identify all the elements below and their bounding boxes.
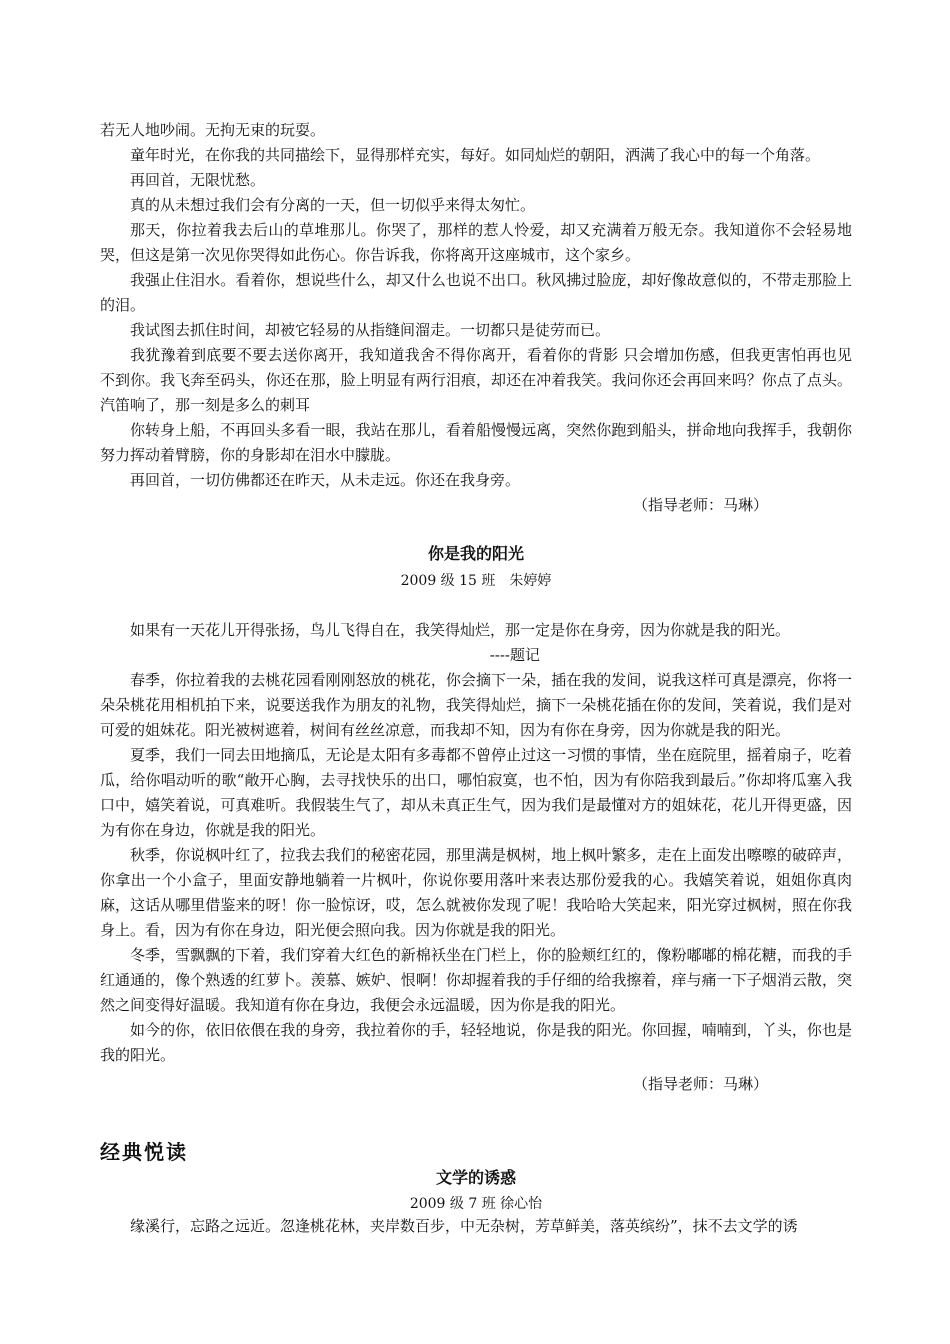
essay2-epigraph-note: ----题记 bbox=[489, 646, 540, 664]
essay3-byline: 2009 级 7 班 徐心怡 bbox=[409, 1196, 543, 1212]
essay2-paragraph: 春季，你拉着我的去桃花园看刚刚怒放的桃花，你会摘下一朵，插在我的发间，说我这样可真是漂亮，你将一朵朵桃花用相机拍下来，说要送我作为朋友的礼物，我笑得灿烂，摘下一朵桃花插在你的发间，笑着说，我们是对可爱的姐妹花。阳光被树遮着，树间有丝丝凉意，而我却不知，因为有你在身旁，因为你就是我的阳光。 bbox=[100, 671, 852, 739]
essay1-body bbox=[100, 118, 852, 518]
essay3-title: 文学的诱惑 bbox=[435, 1168, 516, 1187]
essay1-paragraph: 我试图去抓住时间，却被它轻易的从指缝间溜走。一切都只是徒劳而已。 bbox=[130, 321, 611, 339]
essay1-paragraph: 若无人地吵闹。无拘无束的玩耍。 bbox=[100, 121, 326, 139]
essay2-byline: 2009 级 15 班 朱婷婷 bbox=[400, 573, 552, 589]
essay1-paragraph: 再回首，一切仿佛都还在昨天，从未走远。你还在我身旁。 bbox=[130, 471, 521, 489]
essay1-paragraph: 真的从未想过我们会有分离的一天，但一切似乎来得太匆忙。 bbox=[130, 196, 536, 214]
essay1-paragraph: 我强止住泪水。看着你，想说些什么，却又什么也说不出口。秋风拂过脸庞，却好像故意似的，不带走那脸上的泪。 bbox=[100, 271, 852, 314]
essay2-body bbox=[100, 618, 852, 1097]
essay2-paragraph: 如今的你，依旧依偎在我的身旁，我拉着你的手，轻轻地说，你是我的阳光。你回握，喃喃到，丫头，你也是我的阳光。 bbox=[100, 1021, 852, 1064]
essay1-paragraph: 我犹豫着到底要不要去送你离开，我知道我舍不得你离开，看着你的背影 只会增加伤感，但我更害怕再也见不到你。我飞奔至码头，你还在那，脸上明显有两行泪痕，却还在冲着我笑。我问你还会再回来吗？你点了点头。汽笛响了，那一刻是多么的刺耳 bbox=[100, 346, 852, 414]
essay2-epigraph: 如果有一天花儿开得张扬，鸟儿飞得自在，我笑得灿烂，那一定是你在身旁，因为你就是我的阳光。 bbox=[130, 621, 791, 639]
essay1-paragraph: 再回首，无限忧愁。 bbox=[130, 171, 266, 189]
essay2-paragraph: 冬季，雪飘飘的下着，我们穿着大红色的新棉袄坐在门栏上，你的脸颊红红的，像粉嘟嘟的棉花糖，而我的手红通通的，像个熟透的红萝卜。羡慕、嫉妒、恨啊！你却握着我的手仔细的给我擦着，痒与痛一下子烟消云散，突然之间变得好温暖。我知道有你在身边，我便会永远温暖，因为你是我的阳光。 bbox=[100, 946, 852, 1014]
essay1-paragraph: 那天，你拉着我去后山的草堆那儿。你哭了，那样的惹人怜爱，却又充满着万般无奈。我知道你不会轻易地哭，但这是第一次见你哭得如此伤心。你告诉我，你将离开这座城市，这个家乡。 bbox=[100, 221, 852, 264]
essay2-title: 你是我的阳光 bbox=[427, 544, 524, 563]
essay2-paragraph: 夏季，我们一同去田地摘瓜，无论是太阳有多毒都不曾停止过这一习惯的事情，坐在庭院里，摇着扇子，吃着瓜，给你唱动听的歌“敞开心胸，去寻找快乐的出口，哪怕寂寞，也不怕，因为有你陪我到最后。”你却将瓜塞入我口中，嬉笑着说，可真难听。我假装生气了，却从未真正生气，因为我们是最懂对方的姐妹花，花儿开得更盛，因为有你在身边，你就是我的阳光。 bbox=[100, 746, 852, 839]
essay1-paragraph: 童年时光，在你我的共同描绘下，显得那样充实，每好。如同灿烂的朝阳，洒满了我心中的每一个角落。 bbox=[130, 146, 821, 164]
section-heading: 经典悦读 bbox=[100, 1140, 188, 1164]
essay2-paragraph: 秋季，你说枫叶红了，拉我去我们的秘密花园，那里满是枫树，地上枫叶繁多，走在上面发出嚓嚓的破碎声，你拿出一个小盒子，里面安静地躺着一片枫叶，你说你要用落叶来表达那份爱我的心。我嬉笑着说，姐姐你真肉麻，这话从哪里借鉴来的呀！你一脸惊讶，哎，怎么就被你发现了呢！我哈哈大笑起来，阳光穿过枫树，照在你我身上。看，因为有你在身边，阳光便会照向我。因为你就是我的阳光。 bbox=[100, 846, 852, 939]
essay3-paragraph: 缘溪行，忘路之远近。忽逢桃花林，夹岸数百步，中无杂树，芳草鲜美，落英缤纷”，抹不去文学的诱 bbox=[130, 1217, 798, 1235]
essay2-teacher-note: （指导老师：马琳） bbox=[632, 1075, 768, 1093]
essay1-teacher-note: （指导老师：马琳） bbox=[632, 496, 768, 514]
essay3-body bbox=[100, 1214, 852, 1239]
essay1-paragraph: 你转身上船，不再回头多看一眼，我站在那儿，看着船慢慢远离，突然你跑到船头，拼命地向我挥手，我朝你努力挥动着臂膀，你的身影却在泪水中朦胧。 bbox=[100, 421, 852, 464]
